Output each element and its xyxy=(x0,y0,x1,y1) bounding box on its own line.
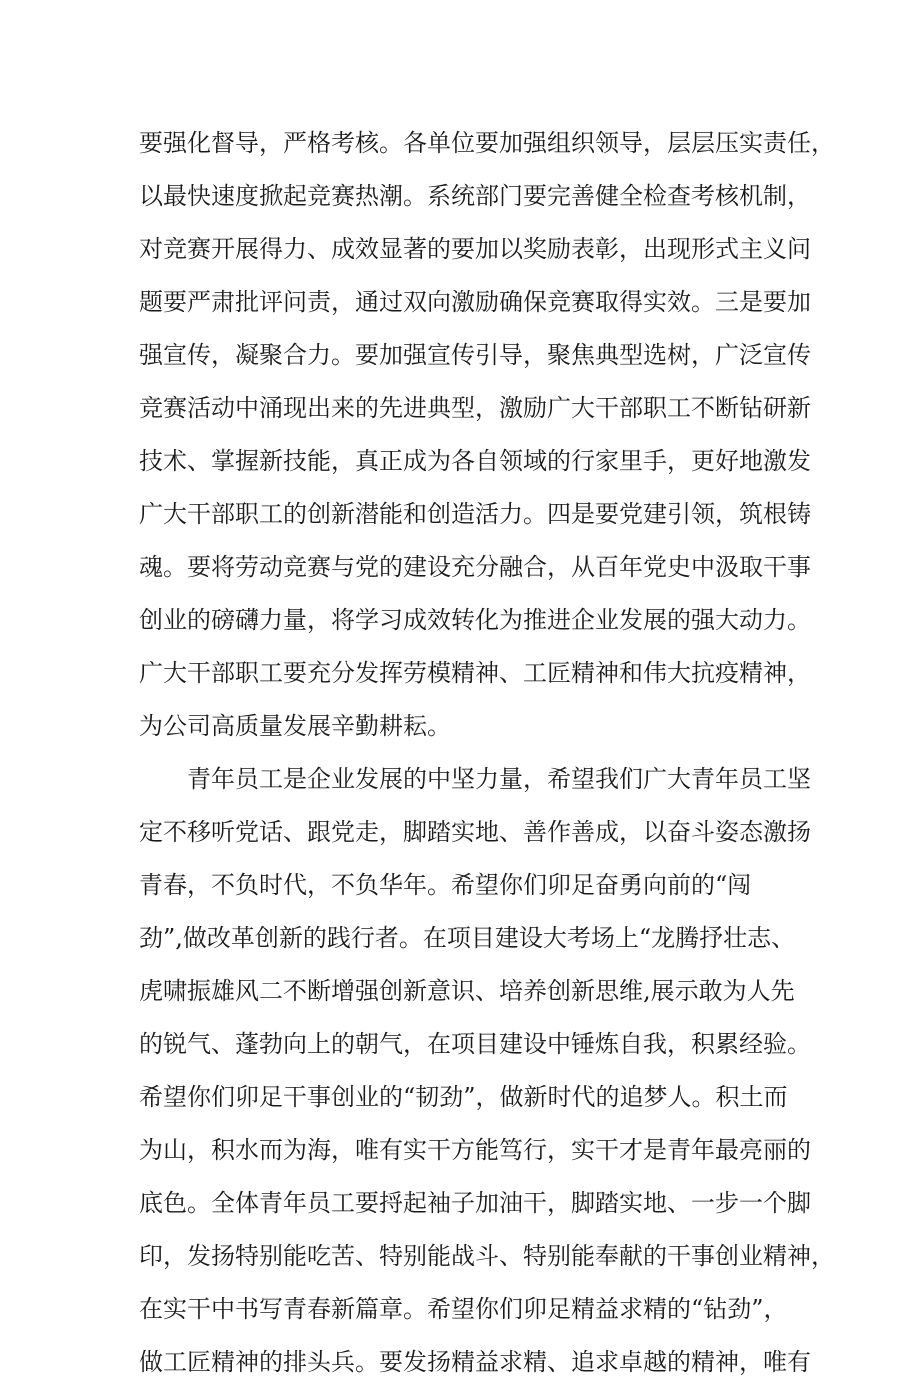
text-line: 对竞赛开展得力、成效显著的要加以奖励表彰，出现形式主义问 xyxy=(139,235,811,263)
text-line: 要强化督导，严格考核。各单位要加强组织领导，层层压实责任， xyxy=(139,129,835,157)
text-line: 广大干部职工的创新潜能和创造活力。四是要党建引领，筑根铸 xyxy=(139,500,811,528)
text-line: 以最快速度掀起竞赛热潮。系统部门要完善健全检查考核机制， xyxy=(139,182,811,210)
text-line: 技术、掌握新技能，真正成为各自领域的行家里手，更好地激发 xyxy=(139,447,811,475)
text-line: 强宣传，凝聚合力。要加强宣传引导，聚焦典型选树，广泛宣传 xyxy=(139,341,811,369)
paragraph-first-line: 青年员工是企业发展的中坚力量，希望我们广大青年员工坚 xyxy=(187,765,811,793)
text-line: 定不移听党话、跟党走，脚踏实地、善作善成，以奋斗姿态激扬 xyxy=(139,818,811,846)
text-line: 底色。全体青年员工要捋起袖子加油干，脚踏实地、一步一个脚 xyxy=(139,1189,811,1217)
text-line: 做工匠精神的排头兵。要发扬精益求精、追求卓越的精神，唯有 xyxy=(139,1348,811,1376)
text-line: 劲”,做改革创新的践行者。在项目建设大考场上“龙腾抒壮志、 xyxy=(139,924,796,952)
text-line: 广大干部职工要充分发挥劳模精神、工匠精神和伟大抗疫精神， xyxy=(139,659,811,687)
text-line: 为山，积水而为海，唯有实干方能笃行，实干才是青年最亮丽的 xyxy=(139,1136,811,1164)
text-line: 为公司高质量发展辛勤耕耘。 xyxy=(139,712,451,740)
text-line: 魂。要将劳动竞赛与党的建设充分融合，从百年党史中汲取干事 xyxy=(139,553,811,581)
text-line: 印，发扬特别能吃苦、特别能战斗、特别能奉献的干事创业精神， xyxy=(139,1242,835,1270)
text-line: 创业的磅礴力量，将学习成效转化为推进企业发展的强大动力。 xyxy=(139,606,811,634)
text-line: 的锐气、蓬勃向上的朝气，在项目建设中锤炼自我，积累经验。 xyxy=(139,1030,811,1058)
text-line: 虎啸振雄风二不断增强创新意识、培养创新思维,展示敢为人先 xyxy=(139,977,795,1005)
text-line: 希望你们卯足干事创业的“韧劲”，做新时代的追梦人。积土而 xyxy=(139,1083,788,1111)
text-line: 竞赛活动中涌现出来的先进典型，激励广大干部职工不断钻研新 xyxy=(139,394,811,422)
text-line: 在实干中书写青春新篇章。希望你们卯足精益求精的“钻劲”， xyxy=(139,1295,788,1323)
text-line: 青春，不负时代，不负华年。希望你们卯足奋勇向前的“闯 xyxy=(139,871,752,899)
text-line: 题要严肃批评问责，通过双向激励确保竞赛取得实效。三是要加 xyxy=(139,288,811,316)
